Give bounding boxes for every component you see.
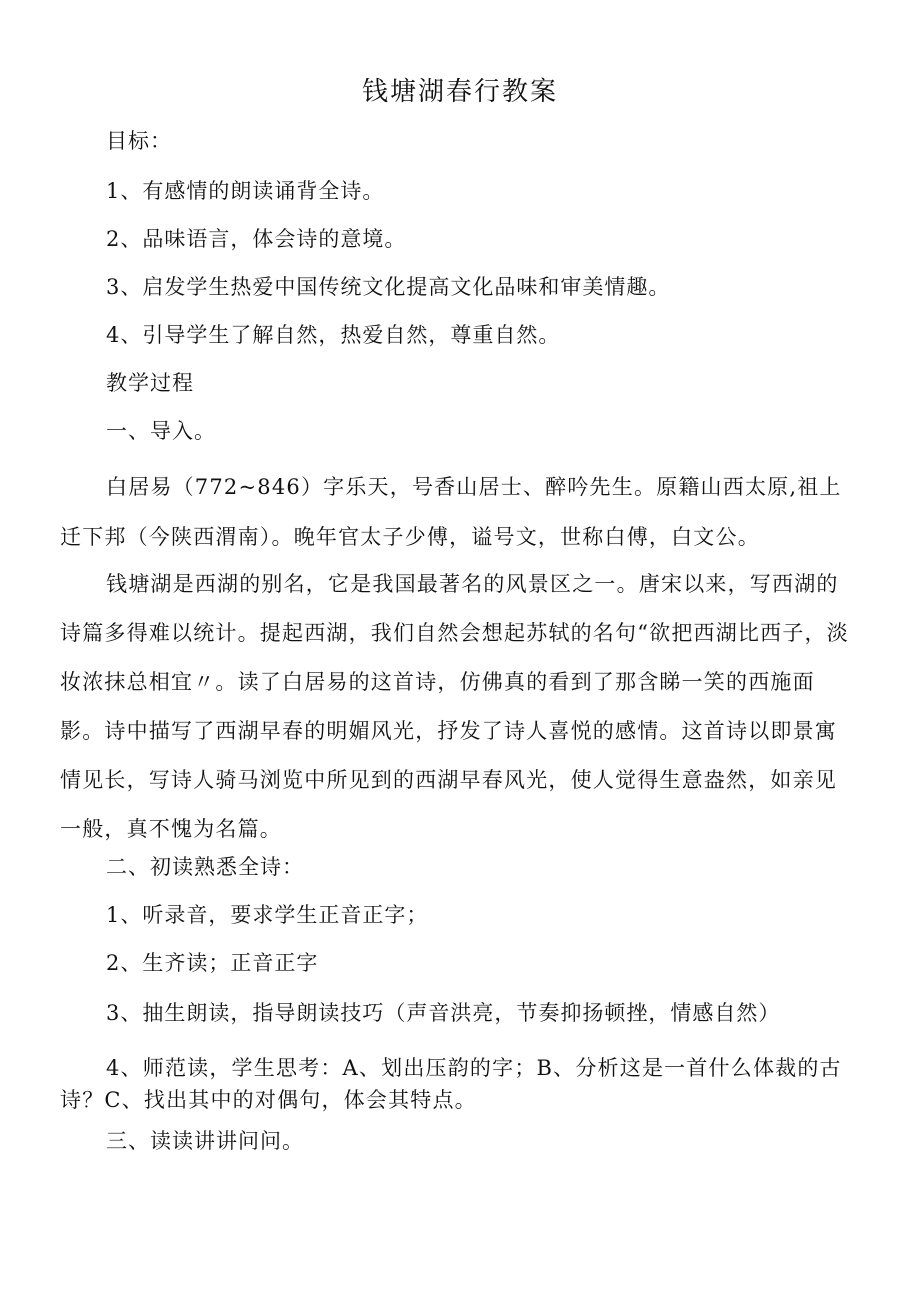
reading-step: 2、生齐读；正音正字 [106, 951, 319, 975]
reading-step: 1、听录音，要求学生正音正字； [106, 903, 429, 927]
page-title: 钱塘湖春行教案 [361, 77, 558, 107]
reading-step: 3、抽生朗读，指导朗读技巧（声音洪亮，节奏抑扬顿挫，情感自然） [106, 1001, 781, 1025]
goal-item: 2、品味语言，体会诗的意境。 [106, 227, 407, 251]
author-paragraph: 白居易（772~846）字乐天，号香山居士、醉吟先生。原籍山西太原,祖上迁下邦（今陕西渭南）。晚年官太子少傅，谥号文，世称白傅，白文公。 [60, 475, 842, 549]
goal-item: 3、启发学生热爱中国传统文化提高文化品味和审美情趣。 [106, 275, 671, 299]
goal-item: 4、引导学生了解自然，热爱自然，尊重自然。 [106, 323, 561, 347]
reading-step-paragraph: 4、师范读，学生思考：A、划出压韵的字；B、分析这是一首什么体裁的古诗？C、找出其中的对偶句，体会其特点。 [60, 1056, 842, 1112]
process-heading: 教学过程 [106, 371, 194, 395]
goal-item: 1、有感情的朗读诵背全诗。 [106, 179, 385, 203]
goals-heading: 目标： [106, 129, 172, 153]
west-lake-paragraph: 钱塘湖是西湖的别名，它是我国最著名的风景区之一。唐宋以来，写西湖的诗篇多得难以统计。提起西湖，我们自然会想起苏轼的名句“欲把西湖比西子，淡妆浓抹总相宜〃。读了白居易的这首诗，仿佛真的看到了那含睇一笑的西施面影。诗中描写了西湖早春的明媚风光，抒发了诗人喜悦的感情。这首诗以即景寓情见长，写诗人骑马浏览中所见到的西湖早春风光，使人觉得生意盎然，如亲见一般，真不愧为名篇。 [60, 572, 849, 841]
section-heading-first-reading: 二、初读熟悉全诗： [106, 855, 304, 879]
section-heading-intro: 一、导入。 [106, 419, 216, 443]
section-heading-discussion: 三、读读讲讲问问。 [106, 1129, 304, 1153]
